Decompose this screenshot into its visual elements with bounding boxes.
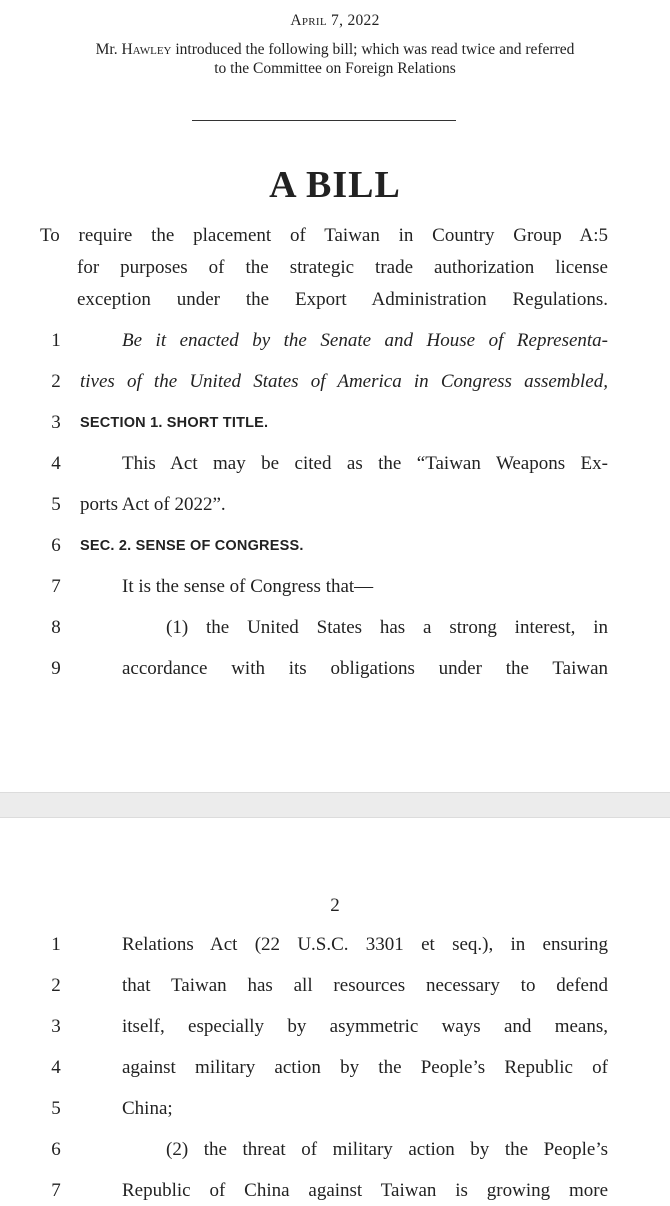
page-number: 2 <box>330 895 340 916</box>
line-number: 3 <box>51 1016 61 1037</box>
section-heading-line <box>0 531 670 561</box>
line-text: accordance with its obligations under the Taiwan <box>122 658 608 679</box>
line-text: Relations Act (22 U.S.C. 3301 et seq.), in ensuring <box>122 934 608 955</box>
section-heading-line <box>0 408 670 438</box>
sponsor-title: Mr. <box>95 41 122 58</box>
bill-line <box>0 930 670 960</box>
bill-heading: A BILL <box>269 164 401 206</box>
line-text: itself, especially by asymmetric ways and means, <box>122 1016 608 1037</box>
line-number: 4 <box>51 1057 61 1078</box>
bill-purpose <box>40 220 608 316</box>
bill-line <box>0 1012 670 1042</box>
bill-line <box>0 572 670 602</box>
line-number: 1 <box>51 934 61 955</box>
bill-line <box>0 1053 670 1083</box>
line-number: 3 <box>51 412 61 433</box>
line-number: 7 <box>51 576 61 597</box>
line-text: Be it enacted by the Senate and House of Representa- <box>122 330 608 351</box>
introduction-line-1 <box>0 40 670 59</box>
bill-line <box>0 1094 670 1124</box>
purpose-line: for purposes of the strategic trade authorization license <box>77 257 608 278</box>
line-number: 5 <box>51 494 61 515</box>
sponsor-name: Hawley <box>121 41 172 58</box>
line-text: that Taiwan has all resources necessary to defend <box>122 975 608 996</box>
line-text: Republic of China against Taiwan is growing more <box>122 1180 608 1201</box>
line-number: 6 <box>51 535 61 556</box>
line-number: 4 <box>51 453 61 474</box>
title-divider <box>192 120 456 121</box>
bill-line <box>0 971 670 1001</box>
line-text: This Act may be cited as the “Taiwan Weapons Ex- <box>122 453 608 474</box>
line-number: 9 <box>51 658 61 679</box>
purpose-line: exception under the Export Administration Regulations. <box>77 289 608 310</box>
bill-line <box>0 1176 670 1206</box>
line-text: ports Act of 2022”. <box>80 494 226 515</box>
introduction-line-2: to the Committee on Foreign Relations <box>214 60 456 77</box>
line-number: 1 <box>51 330 61 351</box>
line-number: 6 <box>51 1139 61 1160</box>
bill-line <box>0 326 670 356</box>
line-text: It is the sense of Congress that— <box>122 576 374 597</box>
section-heading: SEC. 2. SENSE OF CONGRESS. <box>80 538 304 554</box>
line-number: 7 <box>51 1180 61 1201</box>
line-number: 8 <box>51 617 61 638</box>
line-number: 2 <box>51 975 61 996</box>
bill-line <box>0 613 670 643</box>
line-text: (2) the threat of military action by the People’s <box>166 1139 608 1160</box>
bill-line <box>0 367 670 397</box>
bill-line <box>0 654 670 684</box>
line-text: China; <box>122 1098 173 1119</box>
line-number: 5 <box>51 1098 61 1119</box>
bill-line <box>0 1135 670 1165</box>
line-text: against military action by the People’s Republic of <box>122 1057 608 1078</box>
line-text: (1) the United States has a strong interest, in <box>166 617 608 638</box>
line-number: 2 <box>51 371 61 392</box>
section-heading: SECTION 1. SHORT TITLE. <box>80 415 269 431</box>
page-separator <box>0 792 670 818</box>
introduction-action: introduced the following bill; which was read twice and referred <box>171 41 575 58</box>
bill-line <box>0 490 670 520</box>
introduction-statement <box>0 40 670 78</box>
purpose-line: To require the placement of Taiwan in Country Group A:5 <box>40 225 608 246</box>
bill-date: April 7, 2022 <box>290 12 380 29</box>
line-text: tives of the United States of America in Congress assembled, <box>80 371 608 392</box>
bill-line <box>0 449 670 479</box>
